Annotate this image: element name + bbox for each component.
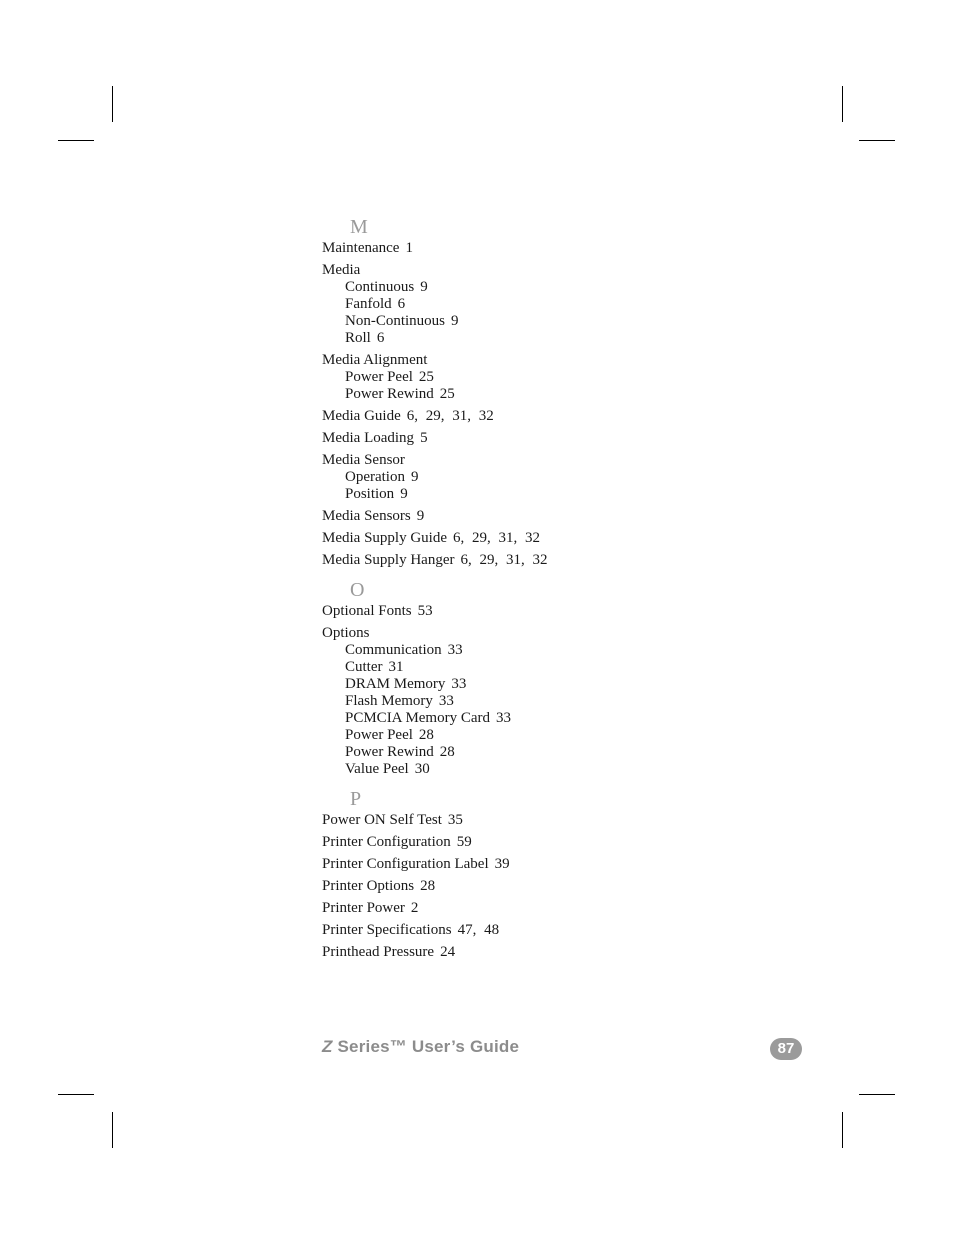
crop-mark-bottom-left-vertical	[112, 1112, 113, 1148]
footer-series-letter: Z	[322, 1037, 333, 1056]
index-page-refs: 31	[388, 659, 404, 675]
footer-title-text: Series™ User’s Guide	[332, 1037, 520, 1056]
index-entry-line	[322, 900, 742, 917]
index-page-refs: 35	[447, 812, 463, 828]
index-subentry	[322, 744, 742, 761]
page-number-badge: 87	[770, 1038, 802, 1060]
index-entry	[322, 430, 742, 447]
index-entry-line	[322, 922, 742, 939]
index-entry	[322, 878, 742, 895]
crop-mark-bottom-right-vertical	[842, 1112, 843, 1148]
index-entry	[322, 900, 742, 917]
index-entry	[322, 262, 742, 347]
index-term: Power ON Self Test	[322, 812, 442, 828]
index-column	[322, 214, 742, 969]
index-term: Optional Fonts	[322, 603, 412, 619]
index-page-refs: 33	[496, 710, 512, 726]
index-page-refs: 24	[440, 944, 456, 960]
index-page-refs: 9	[420, 279, 428, 295]
index-entry-line	[322, 430, 742, 447]
index-page-refs: 6	[397, 296, 406, 312]
index-subterm: Communication	[345, 642, 442, 658]
index-entry	[322, 508, 742, 525]
index-subterm: Fanfold	[345, 296, 392, 312]
index-entry	[322, 530, 742, 547]
index-subentry	[322, 659, 742, 676]
index-section-m	[322, 214, 742, 569]
crop-mark-bottom-right-horizontal	[859, 1094, 895, 1095]
index-subentry	[322, 279, 742, 296]
index-subterm: Continuous	[345, 279, 415, 295]
index-entry-line	[322, 812, 742, 829]
index-page-refs: 9	[451, 313, 459, 329]
index-term: Media Sensors	[322, 508, 411, 524]
index-page-refs: 6, 29, 31, 32	[453, 530, 540, 546]
crop-mark-top-left-vertical	[112, 86, 113, 122]
index-entry	[322, 408, 742, 425]
index-subterm: DRAM Memory	[345, 676, 446, 692]
index-entry	[322, 834, 742, 851]
index-subentry	[322, 727, 742, 744]
index-entry-line	[322, 452, 742, 469]
index-subterm: Operation	[345, 469, 405, 485]
section-letter: O	[350, 579, 365, 601]
index-entry-line	[322, 603, 742, 620]
index-page-refs: 28	[439, 744, 455, 760]
index-page-refs: 6	[376, 330, 385, 346]
index-entry-line	[322, 856, 742, 873]
index-subentry	[322, 486, 742, 503]
index-subterm: Power Rewind	[345, 744, 434, 760]
index-subentry	[322, 761, 742, 778]
index-term: Printer Configuration	[322, 834, 451, 850]
index-term: Printhead Pressure	[322, 944, 435, 960]
crop-mark-top-left-horizontal	[58, 140, 94, 141]
index-entry-line	[322, 352, 742, 369]
index-entry-line	[322, 625, 742, 642]
index-entry	[322, 922, 742, 939]
index-term: Printer Power	[322, 900, 405, 916]
index-subterm: Flash Memory	[345, 693, 433, 709]
index-subterm: Power Peel	[345, 727, 413, 743]
index-entry-line	[322, 552, 742, 569]
index-page-refs: 39	[494, 856, 510, 872]
index-subentry	[322, 330, 742, 347]
index-term: Media Guide	[322, 408, 401, 424]
index-term: Media	[322, 262, 361, 278]
index-term: Media Supply Hanger	[322, 552, 455, 568]
index-subterm: PCMCIA Memory Card	[345, 710, 491, 726]
index-entry	[322, 352, 742, 403]
footer-guide-title	[322, 1037, 519, 1057]
index-entry	[322, 812, 742, 829]
index-entry-line	[322, 240, 742, 257]
index-entry	[322, 552, 742, 569]
index-entry-line	[322, 530, 742, 547]
index-subentry	[322, 642, 742, 659]
index-section-p	[322, 786, 742, 961]
index-page-refs: 25	[439, 386, 455, 402]
index-subentry	[322, 710, 742, 727]
index-page-refs: 53	[417, 603, 433, 619]
index-page-refs: 33	[451, 676, 467, 692]
index-subentry	[322, 296, 742, 313]
index-entry	[322, 603, 742, 620]
section-letter: M	[350, 216, 368, 238]
crop-mark-top-right-vertical	[842, 86, 843, 122]
index-entry	[322, 240, 742, 257]
index-entry-line	[322, 834, 742, 851]
index-entry	[322, 452, 742, 503]
index-page-refs: 9	[400, 486, 408, 502]
index-term: Options	[322, 625, 370, 641]
index-page-refs: 2	[410, 900, 419, 916]
index-page-refs: 28	[420, 878, 436, 894]
index-term: Media Loading	[322, 430, 415, 446]
index-section-o	[322, 577, 742, 778]
index-subentry	[322, 693, 742, 710]
index-term: Printer Options	[322, 878, 415, 894]
index-page-refs: 28	[418, 727, 434, 743]
index-subterm: Cutter	[345, 659, 383, 675]
index-subterm: Position	[345, 486, 395, 502]
index-subterm: Power Rewind	[345, 386, 434, 402]
index-term: Media Supply Guide	[322, 530, 447, 546]
index-subentry	[322, 313, 742, 330]
index-page-refs: 25	[418, 369, 434, 385]
index-entry	[322, 944, 742, 961]
index-entry	[322, 625, 742, 778]
crop-mark-bottom-left-horizontal	[58, 1094, 94, 1095]
index-page-refs: 6, 29, 31, 32	[406, 408, 494, 424]
index-page-refs: 9	[416, 508, 425, 524]
index-term: Maintenance	[322, 240, 400, 256]
index-entry-line	[322, 944, 742, 961]
index-page-refs: 59	[456, 834, 472, 850]
index-term: Printer Specifications	[322, 922, 452, 938]
index-subentry	[322, 676, 742, 693]
index-page-refs: 9	[410, 469, 419, 485]
index-term: Printer Configuration Label	[322, 856, 489, 872]
section-letter: P	[350, 788, 362, 810]
index-entry	[322, 856, 742, 873]
index-subterm: Power Peel	[345, 369, 413, 385]
index-term: Media Sensor	[322, 452, 405, 468]
index-entry-line	[322, 262, 742, 279]
crop-mark-top-right-horizontal	[859, 140, 895, 141]
index-subentry	[322, 386, 742, 403]
index-subentry	[322, 469, 742, 486]
index-entry-line	[322, 408, 742, 425]
index-page-refs: 33	[447, 642, 463, 658]
index-subentry	[322, 369, 742, 386]
index-page-refs: 47, 48	[457, 922, 500, 938]
index-page-refs: 33	[438, 693, 454, 709]
index-entry-line	[322, 508, 742, 525]
index-subterm: Non-Continuous	[345, 313, 446, 329]
index-entry-line	[322, 878, 742, 895]
index-page-refs: 5	[420, 430, 428, 446]
index-subterm: Roll	[345, 330, 371, 346]
index-subterm: Value Peel	[345, 761, 409, 777]
index-page-refs: 1	[405, 240, 413, 256]
index-term: Media Alignment	[322, 352, 428, 368]
index-page-refs: 6, 29, 31, 32	[460, 552, 548, 568]
index-page-refs: 30	[414, 761, 430, 777]
